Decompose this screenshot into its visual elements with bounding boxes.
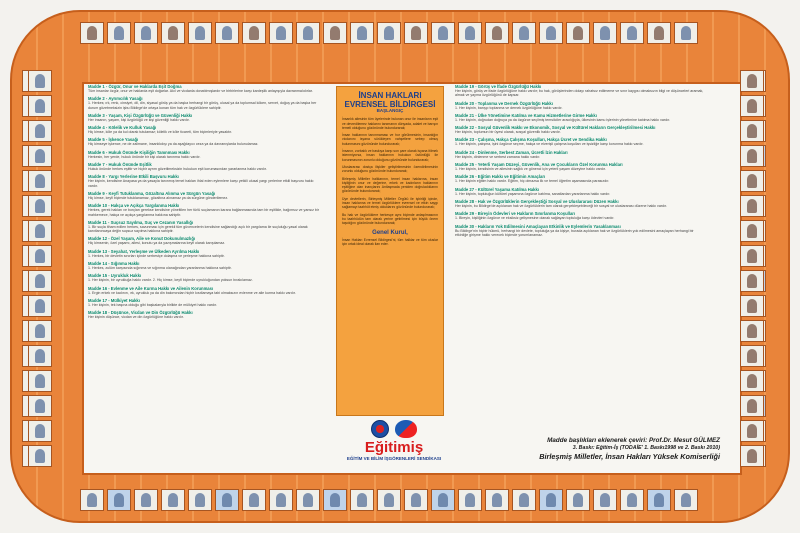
article-title: Madde 14 - Sığınma Hakkı	[88, 261, 140, 267]
illustration-tile	[215, 22, 239, 44]
illustration-tile	[740, 220, 764, 242]
article-body: 1. Her kişinin, doğrudan doğruya ya da özgürce seçilmiş temsilciler aracılığıyla, ülkesinin kamu işlerinin yönetimine katılma hakkı vardır.	[455, 117, 671, 122]
union-emblem-icon	[371, 420, 389, 438]
illustration-tile	[740, 370, 764, 392]
article-title: Madde 23 - Çalışma, Hakça Çalışma Koşulları, Hakça Ücret ve Sendika Hakkı	[455, 137, 607, 143]
union-logo-area	[330, 420, 458, 468]
credits-organization: Birleşmiş Milletler, İnsan Hakları Yüksek Komiserliği	[539, 452, 720, 461]
article-title: Madde 10 - Hakça ve Açıkça Yargılanma Hakkı	[88, 203, 180, 209]
illustration-tile	[28, 270, 52, 292]
illustration-tile	[28, 320, 52, 342]
article-title: Madde 3 - Yaşam, Kişi Özgürlüğü ve Güvenliği Hakkı	[88, 112, 193, 118]
article-body: Tüm insanlar özgür, onur ve haklarda eşit doğarlar. Akıl ve vicdanla donatılmışlardır ve birbirlerine karşı kardeşlik anlayışıyla davranmalıdırlar.	[88, 89, 313, 93]
union-brand-subtitle: EĞİTİM VE BİLİM İŞGÖRENLERİ SENDİKASI	[346, 456, 442, 461]
article-item	[88, 174, 323, 188]
hands-emblem-icon	[395, 420, 417, 438]
illustration-tile	[377, 489, 401, 511]
article-item	[88, 310, 323, 319]
illustration-tile	[28, 295, 52, 317]
article-title: Madde 21 - Ülke Yönetimine Katılma ve Kamu Hizmetlerine Girme Hakkı	[455, 112, 597, 118]
article-item	[88, 220, 323, 234]
illustration-tile	[740, 270, 764, 292]
article-item	[88, 286, 323, 295]
illustration-tile	[740, 345, 764, 367]
illustration-tile	[740, 70, 764, 92]
article-body: 1. Bir suçla itham edilen herkes, savunması için gerekli tüm güvencelerin kendisine sağlandığı açık bir yargılama ile suçluluğu yasal olarak kanıtlanıncaya değin suçsuz sayılma hakkına sahiptir.	[88, 224, 308, 234]
illustration-tile	[740, 245, 764, 267]
document-title: İNSAN HAKLARI EVRENSEL BİLDİRGESİ	[344, 91, 436, 109]
illustration-tile	[242, 22, 266, 44]
illustration-tile	[674, 22, 698, 44]
article-body: Her kişinin, bu Bildirge'de açıklanan hak ve özgürlüklerin tam olarak gerçekleşebileceği bir sosyal ve uluslararası düzene hakkı vardır.	[455, 203, 668, 208]
illustration-tile	[28, 395, 52, 417]
preamble-paragraph: İnsan haklarının tanınmaması ve hor görülmesinin, insanlığın vicdanını isyana sürükleyen vahşetlere sebep olmuş bulunmasını gözönünde bulundurarak;	[342, 133, 438, 146]
illustration-tile	[740, 395, 764, 417]
illustration-tile	[377, 22, 401, 44]
article-item	[455, 199, 705, 208]
article-body: 1. Her kişinin, bir uyrukluğa hakkı vardır. 2. Hiç kimse, keyfi biçimde uyrukluğundan yoksun bırakılamaz.	[88, 278, 253, 283]
article-title: Madde 5 - İşkence Yasağı	[88, 137, 139, 143]
article-title: Madde 25 - Yeterli Yaşam Düzeyi, Güvenlik, Ana ve Çocukların Özel Korunma Hakları	[455, 162, 623, 168]
article-item	[88, 150, 323, 159]
article-title: Madde 22 - Sosyal Güvenlik Hakkı ve Ekonomik, Sosyal ve Kültürel Hakların Gerçekleştirilmesi Hakkı	[455, 125, 656, 131]
article-title: Madde 9 - Keyfi Tutuklanma, Gözaltına Alınma ve Sürgün Yasağı	[88, 190, 216, 196]
illustration-tile	[28, 345, 52, 367]
article-body: Her kişinin düşünce, vicdan ve din özgürlüğüne hakkı vardır.	[88, 315, 184, 320]
article-item	[455, 174, 705, 183]
article-title: Madde 17 - Mülkiyet Hakkı	[88, 297, 140, 303]
illustration-tile	[28, 170, 52, 192]
illustration-tile	[620, 22, 644, 44]
preamble-paragraph: Birleşmiş Milletler halklarının, temel insan haklarına, insan kişiliğinin onur ve değerine, erkek ve kadınların haklarının eşitliğine olan inançlarını Antlaşmada yeniden doğruladıklarını gözönünde bulundurarak;	[342, 176, 438, 194]
article-title: Madde 12 - Özel Yaşam, Aile ve Konut Dokunulmazlığı	[88, 236, 196, 242]
illustration-tile	[350, 22, 374, 44]
article-body: 1. Ergin erkek ve kadının, ırk, uyrukluk ya da din bakımından hiçbir kısıtlamaya tabi olmaksızın evlenme ve aile kurma hakkı vardır.	[88, 290, 296, 295]
article-title: Madde 30 - Hakların Yok Edilmesini Amaçlayan Etkinlik ve Eylemlerin Yasaklanması	[455, 223, 621, 229]
article-item	[88, 261, 323, 270]
illustration-tile	[740, 145, 764, 167]
article-title: Madde 26 - Eğitim Hakkı ve Eğitimin Amaçları	[455, 174, 546, 180]
preamble-panel	[336, 86, 444, 416]
article-body: Her insanın, yaşam, kişi özgürlüğü ve kişi güvenliği hakkı vardır.	[88, 117, 190, 122]
article-body: 1. Her kişinin, çalışma, işini özgürce seçme, hakça ve elverişli çalışma koşulları ve işsizliğe karşı korunma hakkı vardır.	[455, 142, 644, 147]
article-body: 1. Her kişinin, barışçı toplanma ve dernek özgürlüğüne hakkı vardır.	[455, 105, 563, 110]
article-item	[455, 125, 705, 134]
article-title: Madde 16 - Evlenme ve Aile Kurma Hakkı ve Ailenin Korunması	[88, 285, 214, 291]
article-item	[455, 162, 705, 171]
illustration-tile	[485, 22, 509, 44]
illustration-tile	[188, 22, 212, 44]
illustration-tile	[404, 22, 428, 44]
illustration-tile	[28, 120, 52, 142]
article-body: 1. Her kişinin eğitim hakkı vardır. Eğitim, hiç olmazsa ilk ve temel öğretim aşamasında parasızdır.	[455, 179, 610, 184]
illustration-tile	[566, 22, 590, 44]
article-item	[88, 236, 323, 245]
general-assembly-heading: Genel Kurul,	[372, 229, 408, 236]
illustration-tile	[269, 22, 293, 44]
article-body: 1. Her kişinin, tek başına olduğu gibi başkalarıyla birlikte de mülkiyet hakkı vardır.	[88, 302, 218, 307]
illustration-tile	[740, 120, 764, 142]
article-body: 1. Bireyin, kişiliğinin özgürce ve eksiksiz gelişmesine olanak sağlayan topluluğa karşı ödevleri vardır.	[455, 216, 615, 221]
article-item	[88, 162, 323, 171]
illustration-tile	[740, 445, 764, 467]
illustration-tile	[28, 195, 52, 217]
article-item	[455, 187, 705, 196]
article-item	[455, 137, 705, 146]
illustration-tile	[107, 22, 131, 44]
preamble-paragraph: Bu hak ve özgürlüklere herkesçe aynı biçimde anlaşılmasının bu taahhüdün tam olarak yerine getirilmesi için büyük önem taşıdığını gözönünde bulundurarak;	[342, 212, 438, 226]
illustration-tile	[161, 22, 185, 44]
illustration-tile	[350, 489, 374, 511]
illustration-tile	[431, 22, 455, 44]
article-item	[455, 224, 705, 238]
illustration-tile	[323, 22, 347, 44]
illustration-tile	[740, 95, 764, 117]
article-item	[88, 249, 323, 258]
general-assembly-text: İnsan Hakları Evrensel Bildirgesi'ni, tüm halklar ve tüm uluslar için ortak ideal olarak ilan eder.	[342, 237, 438, 247]
article-item	[88, 125, 323, 134]
article-item	[88, 113, 323, 122]
article-body: Herkes, gerek hakları ve borçları gerekse kendisine yöneltilen her türlü suçlamanın karara bağlanmasında tam bir eşitlikle, bağımsız ve yansız bir mahkemece, hakça ve açıkça yargılanma hakkına sahiptir.	[88, 208, 319, 217]
article-body: Hiç kimse, keyfi biçimde tutuklanamaz, gözaltına alınamaz ya da sürgüne gönderilemez.	[88, 195, 229, 200]
illustration-tile	[740, 320, 764, 342]
article-title: Madde 15 - Uyrukluk Hakkı	[88, 273, 142, 279]
credits-block	[505, 437, 720, 461]
illustration-tile	[512, 22, 536, 44]
article-body: Bu Bildirge'nin hiçbir hükmü, herhangi bir devlete, topluluğa ya da kişiye, burada açıklanan hak ve özgürlüklerin yok edilmesini amaçlayan herhangi bir etkinliğe girişme hakkı verecek biçimde yorumlanamaz.	[455, 228, 694, 237]
preamble-heading: BAŞLANGIÇ	[376, 108, 404, 113]
illustration-tile	[740, 195, 764, 217]
illustration-tile	[296, 22, 320, 44]
preamble-paragraph: İnsanın, zorbalık ve baskıya karşı son çare olarak isyana itilmek istenmiyorsa, insan haklarının hukukun üstünlüğü ile korunmasının zorunlu olduğunu gözönünde bulundurarak;	[342, 149, 438, 162]
illustration-tile	[740, 295, 764, 317]
illustration-tile	[28, 95, 52, 117]
union-brand-name: Eğitimiş	[364, 439, 424, 456]
preamble-paragraph: Üye devletlerin, Birleşmiş Milletler Örgütü ile işbirliği içinde, insan haklarına ve temel özgürlüklere evrensel ve etkin saygı sağlamayı taahhüt etmiş olduklarını gözönünde bulundurarak;	[342, 196, 438, 210]
illustration-tile	[80, 22, 104, 44]
illustration-tile	[28, 420, 52, 442]
preamble-paragraph: Uluslararası dostça ilişkiler geliştirilmesinin özendirilmesinin zorunlu olduğunu gözönünde bulundurarak;	[342, 164, 438, 174]
article-title: Madde 24 - Dinlenme, Serbest Zaman, Ücretli İzin Hakları	[455, 149, 568, 155]
article-title: Madde 27 - Kültürel Yaşama Katılma Hakkı	[455, 186, 539, 192]
illustration-tile	[28, 245, 52, 267]
illustration-tile	[28, 445, 52, 467]
illustration-tile	[539, 22, 563, 44]
illustration-tile	[28, 220, 52, 242]
article-body: Her kişinin, kendisine Anayasa ya da yasayla tanınmış temel hakları ihlal eden eylemlere karşı yetkili ulusal yargı yerlerine etkili başvuru hakkı vardır.	[88, 179, 314, 188]
article-item	[88, 298, 323, 307]
article-item	[88, 273, 323, 282]
article-title: Madde 11 - Suçsuz Sayılma, Suç ve Cezanın Yasallığı	[88, 219, 194, 225]
article-body: Her kişinin, dinlenme ve serbest zamana hakkı vardır.	[455, 154, 541, 159]
article-item	[455, 113, 705, 122]
illustration-tile	[647, 22, 671, 44]
article-item	[88, 191, 323, 200]
article-body: Hukuk önünde herkes eşittir ve hiçbir ayrım gözetilmeksizin hukukun eşit korumasından yararlanma hakkı vardır.	[88, 167, 267, 172]
article-item	[455, 101, 705, 110]
credits-edition: 3. Baskı: Eğitim-İş (TODAİE' 1. Baskı1998 ve 2. Baskı 2010)	[572, 445, 720, 451]
illustration-tile	[404, 489, 428, 511]
article-body: 1. Her kişinin, topluluğun kültürel yaşamına özgürce katılma, sanatlardan yararlanma hakkı vardır.	[455, 191, 611, 196]
illustration-tile	[740, 420, 764, 442]
illustration-tile	[431, 489, 455, 511]
illustration-tile	[593, 22, 617, 44]
illustration-tile	[28, 145, 52, 167]
illustration-tile	[28, 70, 52, 92]
article-body: Hiç kimse, köle ya da kul olarak tutulamaz; kölelik ve köle ticareti, tüm biçimleriyle yasaktır.	[88, 130, 233, 135]
illustration-tile	[458, 22, 482, 44]
article-item	[88, 203, 323, 217]
article-body: 1. Herkes, bir devletin sınırları içinde serbestçe dolaşma ve yerleşme hakkına sahiptir.	[88, 253, 225, 258]
preamble-paragraph: İnsanlık ailesinin tüm üyelerinde bulunan onur ile insanların eşit ve devredilemez haklarını tanımanın dünyada, adalet ve barışın temeli olduğunu gözönünde bulundurarak;	[342, 117, 438, 130]
article-title: Madde 4 - Kölelik ve Kulluk Yasağı	[88, 125, 157, 131]
article-body: 1. Herkes; ırk, renk, cinsiyet, dil, din, siyasal görüş ya da başka herhangi bir görüş, ulusal ya da toplumsal köken, servet, doğuş ya da başka her durum gözetmeksizin işbu Bildirge'de ortaya konan tüm hak ve özgürlüklere sahiptir.	[88, 101, 317, 110]
illustration-tile	[740, 170, 764, 192]
left-articles-column	[88, 84, 323, 504]
article-title: Madde 18 - Düşünce, Vicdan ve Din Özgürlüğü Hakkı	[88, 310, 193, 316]
article-item	[455, 211, 705, 220]
article-body: Her kişinin, toplumun bir üyesi olarak, sosyal güvenlik hakkı vardır.	[455, 130, 561, 135]
article-body: 1. Herkes, zulüm karşısında sığınma ve sığınma olanağından yararlanma hakkına sahiptir.	[88, 266, 232, 271]
article-item	[455, 150, 705, 159]
article-title: Madde 28 - Hak ve Özgürlüklerin Gerçekleştiği Sosyal ve Uluslararası Düzen Hakkı	[455, 198, 619, 204]
article-title: Madde 8 - Yargı Yerlerine Etkili Başvuru Hakkı	[88, 174, 179, 180]
article-title: Madde 19 - Görüş ve İfade Özgürlüğü Hakkı	[455, 84, 542, 89]
article-title: Madde 7 - Hukuk Önünde Eşitlik	[88, 162, 152, 168]
article-title: Madde 29 - Bireyin Ödevleri ve Hakların Sınırlanma Koşulları	[455, 211, 576, 217]
illustration-tile	[323, 489, 347, 511]
preamble-paragraphs	[342, 117, 438, 225]
article-title: Madde 6 - Hukuk Önünde Kişiliğin Tanınması Hakkı	[88, 149, 190, 155]
article-body: 1. Her kişinin, kendisinin ve ailesinin sağlık ve gönenci için yeterli yaşam düzeyine hakkı vardır.	[455, 167, 606, 172]
article-body: Hiç kimsenin, özel yaşamı, ailesi, konutu ya da yazışmalarına keyfi olarak karışılamaz.	[88, 241, 226, 246]
illustration-tile	[28, 370, 52, 392]
article-title: Madde 20 - Toplanma ve Dernek Özgürlüğü Hakkı	[455, 100, 553, 106]
article-body: Herkesin, her yerde, hukuk önünde bir kişi olarak tanınma hakkı vardır.	[88, 154, 201, 159]
article-item	[88, 96, 323, 110]
article-title: Madde 13 - Seyahat, Yerleşme ve Ülkeden Ayrılma Hakkı	[88, 248, 200, 254]
article-title: Madde 1 - Özgür, Onur ve Haklarda Eşit Doğma	[88, 84, 182, 89]
article-item	[88, 137, 323, 146]
credits-translator: Madde başlıkları eklenerek çeviri: Prof.Dr. Mesut GÜLMEZ	[547, 437, 720, 444]
illustration-tile	[134, 22, 158, 44]
article-item	[455, 84, 705, 98]
article-item	[88, 84, 323, 93]
article-body: Hiç kimseye işkence, ne de zalimane, insanlıkdışı ya da aşağılayıcı ceza ya da davranışlarda bulunulamaz.	[88, 142, 259, 147]
article-body: Her kişinin, görüş ve ifade özgürlüğüne hakkı vardır; bu hak, görüşlerinden dolayı rahatsız edilmeme ve sınır kaygısı olmaksızın bilgi ve düşünceleri aramak, almak ve yayma özgürlüğünü de kapsar.	[455, 89, 704, 98]
article-title: Madde 2 - Ayrımcılık Yasağı	[88, 96, 143, 102]
